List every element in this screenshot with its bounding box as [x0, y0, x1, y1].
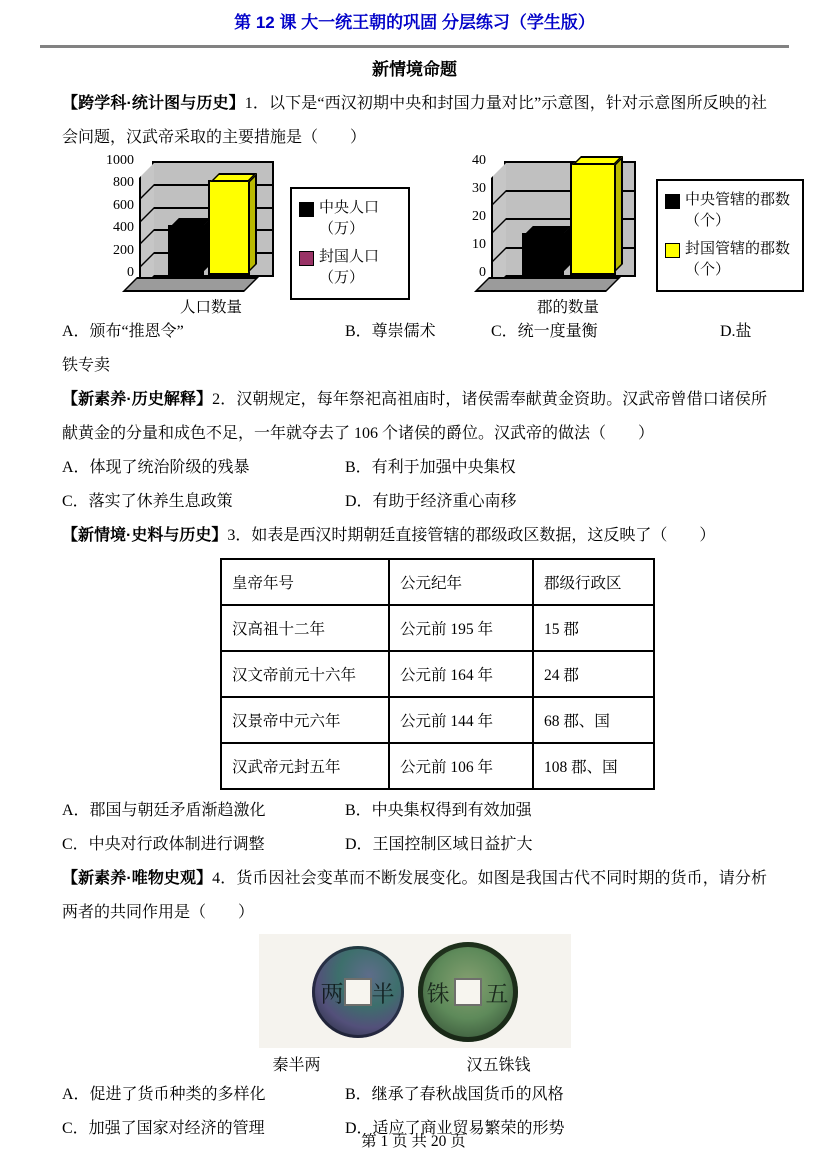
legend-entry — [665, 239, 795, 281]
legend-entry — [665, 190, 795, 232]
coins-captions — [245, 1052, 585, 1078]
cell: 公元前 195 年 — [389, 605, 533, 651]
option-d: D.盐 — [720, 323, 752, 340]
bar-central-population — [168, 225, 204, 275]
option-b: B．中央集权得到有效加强 — [345, 802, 532, 819]
option-a: A．促进了货币种类的多样化 — [62, 1086, 266, 1103]
cell: 汉文帝前元十六年 — [221, 651, 389, 697]
y-tick: 40 — [472, 153, 486, 168]
bar-central-counties — [522, 233, 564, 275]
coin2-caption: 汉五铢钱 — [466, 1057, 531, 1074]
plot-left-wall — [491, 163, 506, 290]
cell: 15 郡 — [533, 605, 654, 651]
legend-swatch-black — [665, 194, 680, 209]
cell: 汉景帝中元六年 — [221, 697, 389, 743]
document-title: 第 12 课 大一统王朝的巩固 分层练习（学生版） — [40, 10, 789, 48]
legend-swatch-yellow — [665, 243, 680, 258]
y-tick: 200 — [113, 242, 134, 258]
counties-chart — [464, 153, 804, 317]
counties-chart-plot — [504, 161, 636, 317]
question-1-tag: 【跨学科·统计图与历史】 — [62, 95, 245, 112]
page-footer: 第 1 页 共 20 页 — [361, 1133, 466, 1150]
option-c: C．统一度量衡 — [491, 323, 598, 340]
coins-figure — [62, 934, 767, 1078]
question-3-body: 3．如表是西汉时期朝廷直接管辖的郡级政区数据，这反映了（ ） — [227, 527, 716, 544]
header-cell: 郡级行政区 — [533, 559, 654, 605]
plot-floor — [474, 277, 621, 292]
coin-square-hole — [454, 978, 482, 1006]
plot-left-wall — [139, 163, 154, 290]
table-row — [221, 651, 654, 697]
table-row — [221, 605, 654, 651]
option-b: B．有利于加强中央集权 — [345, 459, 516, 476]
counties-chart-legend — [656, 179, 804, 292]
bar-kingdom-counties — [570, 163, 616, 275]
cell: 公元前 106 年 — [389, 743, 533, 789]
table-row — [221, 743, 654, 789]
question-4-body: 4．货币因社会变革而不断发展变化。如图是我国古代不同时期的货币，请分析两者的共同作用是（ ） — [62, 870, 767, 921]
question-2-options-row-1 — [62, 451, 767, 485]
counties-chart-y-axis — [464, 153, 490, 280]
question-4-tag: 【新素养·唯物史观】 — [62, 870, 213, 887]
y-tick: 30 — [472, 181, 486, 196]
coin-inscription: 两 — [320, 981, 344, 1007]
header-cell: 皇帝年号 — [221, 559, 389, 605]
y-tick: 0 — [479, 265, 486, 280]
question-3-options-row-2 — [62, 828, 767, 862]
option-d: D．适应了商业贸易繁荣的形势 — [345, 1120, 565, 1137]
section-heading: 新情境命题 — [372, 60, 457, 79]
y-tick: 0 — [127, 265, 134, 280]
legend-swatch-black — [299, 202, 314, 217]
option-a: A．体现了统治阶级的残暴 — [62, 459, 250, 476]
legend-swatch-maroon — [299, 251, 314, 266]
x-axis-label: 人口数量 — [179, 299, 242, 316]
legend-label: 中央管辖的郡数（个） — [685, 192, 791, 229]
y-tick: 400 — [113, 220, 134, 236]
y-tick: 800 — [113, 175, 134, 191]
population-chart-y-axis — [102, 153, 138, 280]
cell: 汉武帝元封五年 — [221, 743, 389, 789]
legend-label: 封国人口（万） — [319, 249, 380, 286]
legend-label: 中央人口（万） — [319, 200, 380, 237]
bar-kingdom-population — [208, 180, 250, 275]
coin1-caption: 秦半两 — [272, 1057, 321, 1074]
coins-photo — [259, 934, 571, 1048]
question-4-text — [62, 862, 767, 930]
option-a: A．颁布“推恩令” — [62, 323, 184, 340]
cell: 24 郡 — [533, 651, 654, 697]
option-b: B．继承了春秋战国货币的风格 — [345, 1086, 564, 1103]
cell: 108 郡、国 — [533, 743, 654, 789]
header-cell: 公元纪年 — [389, 559, 533, 605]
option-d: D．王国控制区域日益扩大 — [345, 836, 533, 853]
y-tick: 10 — [472, 237, 486, 252]
population-chart-plot — [152, 161, 274, 317]
question-1-options — [62, 315, 767, 349]
question-3-options-row-1 — [62, 794, 767, 828]
han-wuzhu-coin-image — [418, 942, 518, 1042]
cell: 公元前 144 年 — [389, 697, 533, 743]
table-row — [221, 697, 654, 743]
q3-data-table — [220, 558, 655, 790]
population-chart — [102, 153, 410, 317]
question-3-tag: 【新情境·史料与历史】 — [62, 527, 228, 544]
option-d: D．有助于经济重心南移 — [345, 493, 517, 510]
option-c: C．加强了国家对经济的管理 — [62, 1120, 265, 1137]
cell: 68 郡、国 — [533, 697, 654, 743]
y-tick: 1000 — [106, 153, 134, 168]
x-axis-label: 郡的数量 — [536, 299, 599, 316]
legend-entry — [299, 247, 401, 289]
coin-inscription: 半 — [371, 981, 395, 1007]
coin-square-hole — [344, 978, 372, 1006]
population-chart-legend — [290, 187, 410, 300]
option-c: C．落实了休养生息政策 — [62, 493, 233, 510]
plot-floor — [122, 277, 259, 292]
question-2-body: 2．汉朝规定，每年祭祀高祖庙时，诸侯需奉献黄金资助。汉武帝曾借口诸侯所献黄金的分量和成色不足，一年就夺去了 106 个诸侯的爵位。汉武帝的做法（ ） — [62, 391, 767, 442]
option-a: A．郡国与朝廷矛盾渐趋激化 — [62, 802, 266, 819]
y-tick: 600 — [113, 197, 134, 213]
question-2-options-row-2 — [62, 485, 767, 519]
question-4-options-row-1 — [62, 1078, 767, 1112]
question-3-text — [62, 519, 767, 553]
option-c: C．中央对行政体制进行调整 — [62, 836, 265, 853]
question-2-text — [62, 383, 767, 451]
table-header-row — [221, 559, 654, 605]
question-1-body: 1．以下是“西汉初期中央和封国力量对比”示意图，针对示意图所反映的社会问题，汉武帝采取的主要措施是（ ） — [62, 95, 767, 146]
plot-wall — [152, 161, 274, 277]
comparison-charts-figure — [102, 153, 791, 316]
coin-inscription: 五 — [485, 981, 509, 1007]
option-d-wrap: 铁专卖 — [62, 357, 111, 374]
legend-entry — [299, 198, 401, 240]
option-b: B．尊崇儒术 — [345, 323, 436, 340]
coin-inscription: 铢 — [426, 981, 450, 1007]
question-2-tag: 【新素养·历史解释】 — [62, 391, 213, 408]
question-1-text — [62, 87, 767, 155]
qin-banliang-coin-image — [312, 946, 404, 1038]
cell: 汉高祖十二年 — [221, 605, 389, 651]
legend-label: 封国管辖的郡数（个） — [685, 241, 791, 278]
y-tick: 20 — [472, 209, 486, 224]
cell: 公元前 164 年 — [389, 651, 533, 697]
plot-wall — [504, 161, 636, 277]
